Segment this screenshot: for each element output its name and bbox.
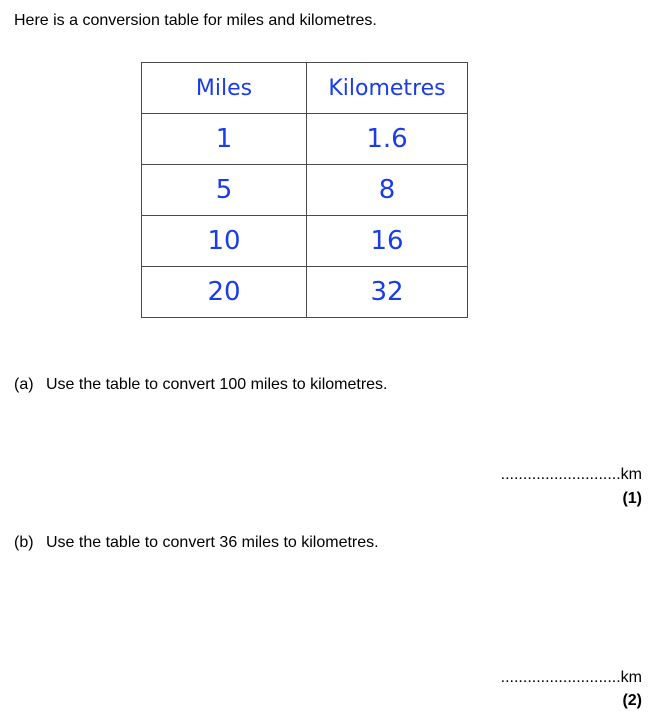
table-row [142,216,468,267]
question-b-text: Use the table to convert 36 miles to kilometres. [46,534,379,551]
cell-miles: 10 [142,216,307,267]
answer-a-dots[interactable]: ........................... [500,466,621,483]
answer-a-line[interactable] [501,466,642,484]
question-a-text: Use the table to convert 100 miles to kilometres. [46,376,388,393]
cell-kilometres: 1.6 [307,114,468,165]
question-b [14,534,379,552]
question-b-letter: (b) [14,534,34,551]
cell-kilometres: 32 [307,267,468,318]
conversion-table [141,62,468,318]
header-miles: Miles [142,63,307,114]
table-row [142,165,468,216]
cell-kilometres: 16 [307,216,468,267]
cell-kilometres: 8 [307,165,468,216]
table-row [142,267,468,318]
marks-a: (1) [622,490,642,507]
question-a [14,376,388,394]
table-row [142,114,468,165]
intro-text: Here is a conversion table for miles and kilometres. [14,12,377,29]
header-kilometres: Kilometres [307,63,468,114]
answer-b-line[interactable] [501,669,642,687]
answer-b-dots[interactable]: ........................... [500,669,621,686]
cell-miles: 1 [142,114,307,165]
table-header-row [142,63,468,114]
cell-miles: 5 [142,165,307,216]
cell-miles: 20 [142,267,307,318]
marks-b: (2) [622,692,642,709]
answer-b-unit: km [620,669,642,686]
question-a-letter: (a) [14,376,34,393]
answer-a-unit: km [620,466,642,483]
